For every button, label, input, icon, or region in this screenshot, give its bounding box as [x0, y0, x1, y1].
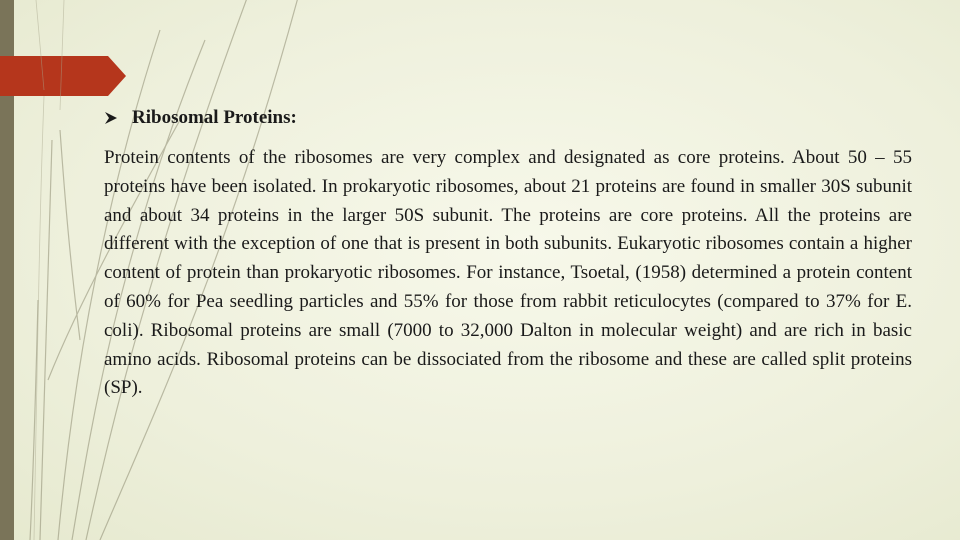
slide-heading: [104, 104, 912, 132]
heading-text: Ribosomal Proteins:: [132, 107, 297, 128]
accent-tab: [0, 56, 126, 96]
slide-content: [104, 104, 912, 403]
arrowhead-bullet-icon: [104, 111, 118, 125]
body-paragraph: Protein contents of the ribosomes are very complex and designated as core proteins. About 50 – 55 proteins have been isolated. In prokaryotic ribosomes, about 21 proteins are found in smaller 30S subunit and about 34 proteins in the larger 50S subunit. The proteins are core proteins. All the proteins are different with the exception of one that is present in both subunits. Eukaryotic ribosomes contain a higher content of protein than prokaryotic ribosomes. For instance, Tsoetal, (1958) determined a protein content of 60% for Pea seedling particles and 55% for those from rabbit reticulocytes (compared to 37% for E. coli). Ribosomal proteins are small (7000 to 32,000 Dalton in molecular weight) and are rich in basic amino acids. Ribosomal proteins can be dissociated from the ribosome and these are called split proteins (SP).: [104, 147, 912, 399]
